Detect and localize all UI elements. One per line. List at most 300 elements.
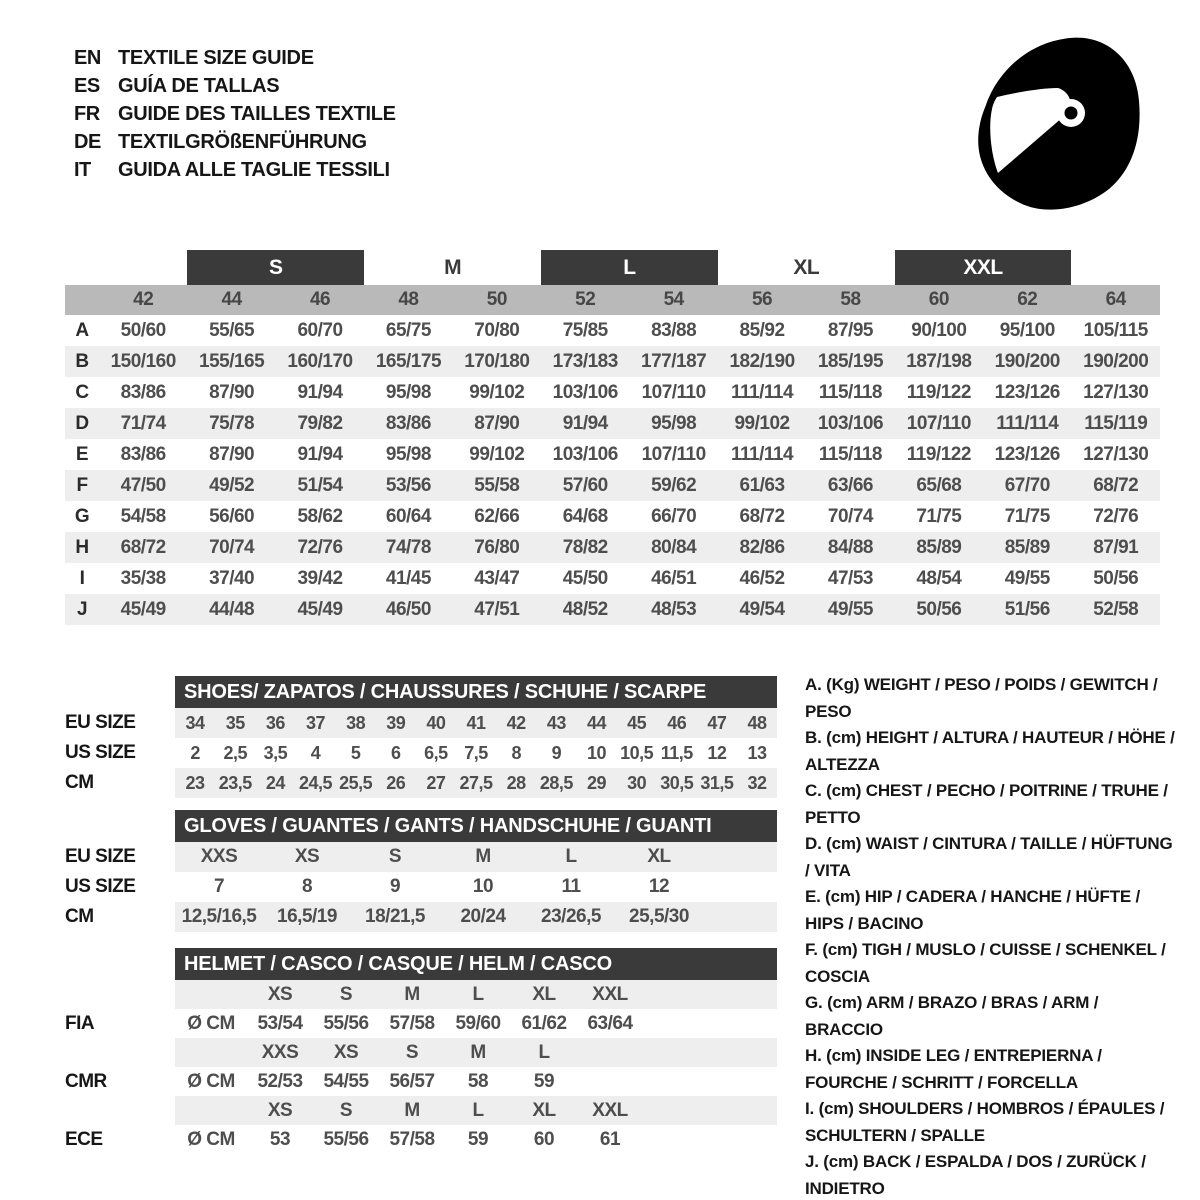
size-cell: 47 [707, 712, 727, 733]
filler [643, 1067, 777, 1096]
size-cell: 7,5 [464, 742, 488, 763]
size-cell: XS [294, 846, 320, 867]
standard-label: FIA [65, 1012, 95, 1034]
filler [703, 902, 777, 932]
size-cell: 16,5/19 [277, 906, 337, 927]
legend-item: A. (Kg) WEIGHT / PESO / POIDS / GEWITCH / PESO [805, 675, 1158, 721]
size-cell: 43 [546, 712, 566, 733]
value-cell: 37/40 [187, 563, 275, 594]
value-cell: 87/90 [453, 408, 541, 439]
size-cell: 6,5 [424, 742, 448, 763]
row-label: H [65, 532, 99, 563]
size-cell: 12,5/16,5 [181, 906, 257, 927]
size-cell: 42 [506, 712, 526, 733]
size-cell: 24,5 [298, 772, 333, 793]
value-cell: 62/66 [453, 501, 541, 532]
value-cell: 182/190 [718, 346, 806, 377]
value-cell: 55/56 [323, 1012, 369, 1034]
guide-title: GUÍA DE TALLAS [118, 74, 280, 97]
cells [175, 1067, 777, 1096]
measure-row [65, 563, 1160, 594]
row-label: US SIZE [65, 742, 136, 763]
value-cell: 58/62 [276, 501, 364, 532]
value-cell: 79/82 [276, 408, 364, 439]
row-label: B [65, 346, 99, 377]
value-cell: 173/183 [541, 346, 629, 377]
diameter-unit-label: Ø CM [187, 1128, 235, 1150]
size-cell: 12 [707, 742, 727, 763]
size-cell: XL [647, 846, 671, 867]
size-cell: L [538, 1041, 550, 1063]
language-row [74, 128, 396, 156]
value-cell: 67/70 [983, 470, 1071, 501]
value-cell: 115/118 [806, 377, 894, 408]
value-cell: 39/42 [276, 563, 364, 594]
filler [643, 1096, 777, 1125]
filler [643, 1125, 777, 1154]
size-cell: 48 [747, 712, 767, 733]
size-row [65, 768, 777, 798]
size-cell: XXS [200, 846, 238, 867]
size-number: 64 [1071, 285, 1160, 315]
value-cell: 41/45 [364, 563, 452, 594]
size-cell: 23 [185, 772, 205, 793]
legend-item: F. (cm) TIGH / MUSLO / CUISSE / SCHENKEL / COSCIA [805, 940, 1166, 986]
size-cell: 44 [586, 712, 606, 733]
filler [643, 1009, 777, 1038]
value-cell: 48/52 [541, 594, 629, 625]
value-cell: 50/56 [895, 594, 983, 625]
size-row [65, 902, 777, 932]
value-cell: 51/54 [276, 470, 364, 501]
helmet-values-row [65, 1125, 777, 1154]
size-cell: 28 [506, 772, 526, 793]
size-number: 48 [364, 285, 452, 315]
filler [643, 1038, 777, 1067]
size-cell: 32 [747, 772, 767, 793]
size-cell: M [404, 983, 420, 1005]
value-cell: 75/85 [541, 315, 629, 346]
value-cell: 107/110 [629, 377, 717, 408]
value-cell: 61/63 [718, 470, 806, 501]
size-cell: XL [532, 1099, 556, 1121]
value-cell: 103/106 [806, 408, 894, 439]
value-cell: 47/51 [453, 594, 541, 625]
cells [175, 902, 777, 932]
size-cell: 9 [389, 876, 401, 897]
size-row [65, 872, 777, 902]
measure-row [65, 377, 1160, 408]
diameter-unit-label: Ø CM [187, 1070, 235, 1092]
diameter-unit-label: Ø CM [187, 1012, 235, 1034]
size-cell: 10 [586, 742, 606, 763]
size-cell: XS [267, 1099, 293, 1121]
racing-helmet-icon [966, 27, 1166, 217]
size-number: 52 [541, 285, 629, 315]
value-cell: 45/50 [541, 563, 629, 594]
value-cell: 95/98 [364, 439, 452, 470]
label-spacer [65, 1038, 175, 1067]
value-cell: 76/80 [453, 532, 541, 563]
value-cell: 50/60 [99, 315, 187, 346]
value-cell: 190/200 [983, 346, 1071, 377]
size-cell: S [405, 1041, 419, 1063]
value-cell: 83/86 [99, 377, 187, 408]
value-cell: 99/102 [453, 377, 541, 408]
row-label: EU SIZE [65, 712, 136, 733]
value-cell: 61 [599, 1128, 621, 1150]
language-title-list [74, 44, 396, 184]
row-label: E [65, 439, 99, 470]
value-cell: 60/64 [364, 501, 452, 532]
size-number: 44 [187, 285, 275, 315]
guide-title: GUIDA ALLE TAGLIE TESSILI [118, 158, 390, 181]
row-label: D [65, 408, 99, 439]
size-group-spacer [1071, 250, 1160, 285]
filler [703, 872, 777, 902]
size-number: 60 [895, 285, 983, 315]
size-cell: 3,5 [263, 742, 288, 763]
size-cell: L [565, 846, 577, 867]
measure-row [65, 501, 1160, 532]
value-cell: 68/72 [1071, 470, 1160, 501]
language-row [74, 156, 396, 184]
value-cell: 83/88 [629, 315, 717, 346]
measure-row [65, 532, 1160, 563]
value-cell: 87/90 [187, 377, 275, 408]
size-number: 62 [983, 285, 1071, 315]
value-cell: 48/54 [895, 563, 983, 594]
filler [643, 980, 777, 1009]
size-group-row [65, 250, 1160, 285]
size-group-l: L [541, 250, 718, 285]
value-cell: 59 [533, 1070, 555, 1092]
size-cell: 31,5 [700, 772, 734, 793]
size-cell: 27 [426, 772, 446, 793]
value-cell: 75/78 [187, 408, 275, 439]
gloves-size-table [65, 810, 777, 932]
row-label: F [65, 470, 99, 501]
table-title: HELMET / CASCO / CASQUE / HELM / CASCO [175, 948, 777, 980]
value-cell: 56/60 [187, 501, 275, 532]
size-cell: 13 [747, 742, 767, 763]
size-cell: 40 [426, 712, 446, 733]
size-group-m: M [364, 250, 541, 285]
size-cell: 25,5 [339, 772, 373, 793]
language-code: DE [74, 130, 101, 153]
measurement-legend [805, 672, 1177, 1200]
language-code: EN [74, 46, 101, 69]
legend-item: E. (cm) HIP / CADERA / HANCHE / HÜFTE / HIPS / BACINO [805, 887, 1141, 933]
helmet-sizes-row [65, 1096, 777, 1125]
language-row [74, 44, 396, 72]
value-cell: 49/55 [806, 594, 894, 625]
cells [175, 1125, 777, 1154]
size-cell: 41 [466, 712, 486, 733]
row-label: EU SIZE [65, 846, 136, 867]
value-cell [577, 1067, 643, 1096]
value-cell: 170/180 [453, 346, 541, 377]
size-cell: 23/26,5 [541, 906, 601, 927]
value-cell: 43/47 [453, 563, 541, 594]
legend-item: I. (cm) SHOULDERS / HOMBROS / ÉPAULES / SCHULTERN / SPALLE [805, 1099, 1165, 1145]
measure-row [65, 439, 1160, 470]
row-label: I [65, 563, 99, 594]
value-cell: 87/91 [1071, 532, 1160, 563]
value-cell: 45/49 [276, 594, 364, 625]
value-cell: 59 [467, 1128, 489, 1150]
value-cell: 57/58 [389, 1128, 435, 1150]
value-cell: 91/94 [276, 439, 364, 470]
label-spacer [65, 810, 175, 842]
value-cell: 105/115 [1071, 315, 1160, 346]
table-title-row [65, 810, 777, 842]
size-cell: 2,5 [223, 742, 247, 763]
size-cell: XXL [592, 983, 628, 1005]
value-cell: 54/58 [99, 501, 187, 532]
value-cell: 99/102 [718, 408, 806, 439]
value-cell: 103/106 [541, 439, 629, 470]
value-cell: 57/60 [541, 470, 629, 501]
value-cell: 55/58 [453, 470, 541, 501]
value-cell: 61/62 [521, 1012, 567, 1034]
value-cell: 123/126 [983, 377, 1071, 408]
value-cell: 60 [533, 1128, 555, 1150]
value-cell: 55/56 [323, 1128, 369, 1150]
value-cell: 74/78 [364, 532, 452, 563]
corner-spacer [65, 285, 99, 315]
value-cell: 48/53 [629, 594, 717, 625]
size-cell: 10,5 [620, 742, 654, 763]
value-cell: 49/54 [718, 594, 806, 625]
value-cell: 70/74 [187, 532, 275, 563]
size-number: 54 [629, 285, 717, 315]
value-cell: 111/114 [718, 377, 806, 408]
measure-row [65, 470, 1160, 501]
size-group-s: S [187, 250, 364, 285]
value-cell: 87/95 [806, 315, 894, 346]
legend-item: B. (cm) HEIGHT / ALTURA / HAUTEUR / HÖHE / ALTEZZA [805, 728, 1175, 774]
size-cell: 18/21,5 [365, 906, 425, 927]
value-cell: 95/98 [629, 408, 717, 439]
cells [175, 768, 777, 798]
value-cell: 46/51 [629, 563, 717, 594]
value-cell: 127/130 [1071, 377, 1160, 408]
size-number: 42 [99, 285, 187, 315]
value-cell: 84/88 [806, 532, 894, 563]
helmet-sizes-row [65, 980, 777, 1009]
value-cell: 111/114 [983, 408, 1071, 439]
label-spacer [65, 1096, 175, 1125]
language-row [74, 72, 396, 100]
value-cell: 103/106 [541, 377, 629, 408]
value-cell: 78/82 [541, 532, 629, 563]
value-cell: 59/62 [629, 470, 717, 501]
size-group-spacer [65, 250, 187, 285]
size-group-xxl: XXL [895, 250, 1072, 285]
value-cell: 47/50 [99, 470, 187, 501]
helmet-size-table [65, 948, 777, 1154]
helmet-values-row [65, 1009, 777, 1038]
measure-row [65, 346, 1160, 377]
cells [175, 872, 777, 902]
value-cell: 85/89 [895, 532, 983, 563]
value-cell: 85/92 [718, 315, 806, 346]
size-cell: L [472, 1099, 484, 1121]
size-cell: 9 [551, 742, 562, 763]
size-cell: M [475, 846, 491, 867]
size-cell: 30 [627, 772, 647, 793]
size-cell: S [339, 1099, 353, 1121]
value-cell: 53/56 [364, 470, 452, 501]
value-cell: 165/175 [364, 346, 452, 377]
value-cell: 68/72 [99, 532, 187, 563]
cells [175, 1096, 777, 1125]
measure-row [65, 315, 1160, 346]
label-spacer [65, 948, 175, 980]
size-number-row [65, 285, 1160, 315]
size-number: 56 [718, 285, 806, 315]
size-cell: 8 [301, 876, 313, 897]
value-cell: 185/195 [806, 346, 894, 377]
row-label: C [65, 377, 99, 408]
size-cell: 35 [225, 712, 245, 733]
size-cell [577, 1038, 643, 1067]
value-cell: 53/54 [257, 1012, 303, 1034]
unit-spacer [175, 1038, 247, 1067]
guide-title: TEXTILE SIZE GUIDE [118, 46, 314, 69]
value-cell: 91/94 [541, 408, 629, 439]
value-cell: 177/187 [629, 346, 717, 377]
size-cell: L [472, 983, 484, 1005]
size-cell: 4 [310, 742, 321, 763]
textile-size-table [65, 250, 1160, 625]
cells [175, 842, 777, 872]
value-cell: 85/89 [983, 532, 1071, 563]
size-cell: 12 [648, 876, 670, 897]
language-row [74, 100, 396, 128]
size-cell: XL [532, 983, 556, 1005]
value-cell: 95/100 [983, 315, 1071, 346]
value-cell: 70/74 [806, 501, 894, 532]
filler [703, 842, 777, 872]
value-cell: 99/102 [453, 439, 541, 470]
cells [175, 738, 777, 768]
value-cell: 63/66 [806, 470, 894, 501]
value-cell: 71/75 [983, 501, 1071, 532]
row-label: J [65, 594, 99, 625]
size-cell: 28,5 [539, 772, 573, 793]
value-cell: 44/48 [187, 594, 275, 625]
size-cell: 29 [586, 772, 606, 793]
value-cell: 83/86 [364, 408, 452, 439]
size-cell: 34 [185, 712, 205, 733]
value-cell: 47/53 [806, 563, 894, 594]
legend-item: C. (cm) CHEST / PECHO / POITRINE / TRUHE / PETTO [805, 781, 1168, 827]
size-cell: 11,5 [660, 742, 693, 763]
value-cell: 66/70 [629, 501, 717, 532]
unit-spacer [175, 980, 247, 1009]
row-label: CM [65, 772, 94, 793]
value-cell: 45/49 [99, 594, 187, 625]
table-title: GLOVES / GUANTES / GANTS / HANDSCHUHE / GUANTI [175, 810, 777, 842]
size-cell: XS [333, 1041, 359, 1063]
value-cell: 35/38 [99, 563, 187, 594]
size-number: 46 [276, 285, 364, 315]
size-cell: 20/24 [460, 906, 506, 927]
size-cell: 2 [190, 742, 200, 763]
table-title-row [65, 948, 777, 980]
value-cell: 68/72 [718, 501, 806, 532]
value-cell: 52/58 [1071, 594, 1160, 625]
value-cell: 65/68 [895, 470, 983, 501]
value-cell: 115/119 [1071, 408, 1160, 439]
table-title: SHOES/ ZAPATOS / CHAUSSURES / SCHUHE / SCARPE [175, 676, 777, 708]
cells [175, 708, 777, 738]
size-row [65, 738, 777, 768]
value-cell: 57/58 [389, 1012, 435, 1034]
value-cell: 82/86 [718, 532, 806, 563]
value-cell: 58 [467, 1070, 489, 1092]
language-code: IT [74, 158, 91, 181]
helmet-sizes-row [65, 1038, 777, 1067]
legend-item: D. (cm) WAIST / CINTURA / TAILLE / HÜFTUNG / VITA [805, 834, 1173, 880]
size-cell: S [339, 983, 353, 1005]
label-spacer [65, 676, 175, 708]
label-spacer [65, 980, 175, 1009]
size-cell: 8 [511, 742, 521, 763]
size-cell: 26 [386, 772, 406, 793]
guide-title: GUIDE DES TAILLES TEXTILE [118, 102, 396, 125]
size-cell: 10 [472, 876, 494, 897]
value-cell: 46/52 [718, 563, 806, 594]
value-cell: 72/76 [1071, 501, 1160, 532]
size-cell: 39 [386, 712, 406, 733]
value-cell: 107/110 [895, 408, 983, 439]
size-cell: 27,5 [459, 772, 493, 793]
size-cell: M [470, 1041, 486, 1063]
size-number: 50 [453, 285, 541, 315]
value-cell: 95/98 [364, 377, 452, 408]
value-cell: 50/56 [1071, 563, 1160, 594]
size-cell: 24 [265, 772, 285, 793]
value-cell: 54/55 [323, 1070, 369, 1092]
language-code: ES [74, 74, 100, 97]
value-cell: 51/56 [983, 594, 1071, 625]
standard-label: CMR [65, 1070, 107, 1092]
size-cell: 30,5 [660, 772, 694, 793]
legend-item: G. (cm) ARM / BRAZO / BRAS / ARM / BRACCIO [805, 993, 1099, 1039]
size-cell: 6 [391, 742, 401, 763]
cells [175, 980, 777, 1009]
value-cell: 53 [269, 1128, 291, 1150]
size-cell: 37 [305, 712, 325, 733]
value-cell: 119/122 [895, 377, 983, 408]
value-cell: 70/80 [453, 315, 541, 346]
standard-label: ECE [65, 1128, 103, 1150]
helmet-values-row [65, 1067, 777, 1096]
value-cell: 65/75 [364, 315, 452, 346]
value-cell: 55/65 [187, 315, 275, 346]
value-cell: 111/114 [718, 439, 806, 470]
value-cell: 71/74 [99, 408, 187, 439]
size-cell: 5 [350, 742, 361, 763]
value-cell: 49/55 [983, 563, 1071, 594]
value-cell: 64/68 [541, 501, 629, 532]
size-cell: XXL [592, 1099, 628, 1121]
value-cell: 90/100 [895, 315, 983, 346]
row-label: CM [65, 906, 94, 927]
